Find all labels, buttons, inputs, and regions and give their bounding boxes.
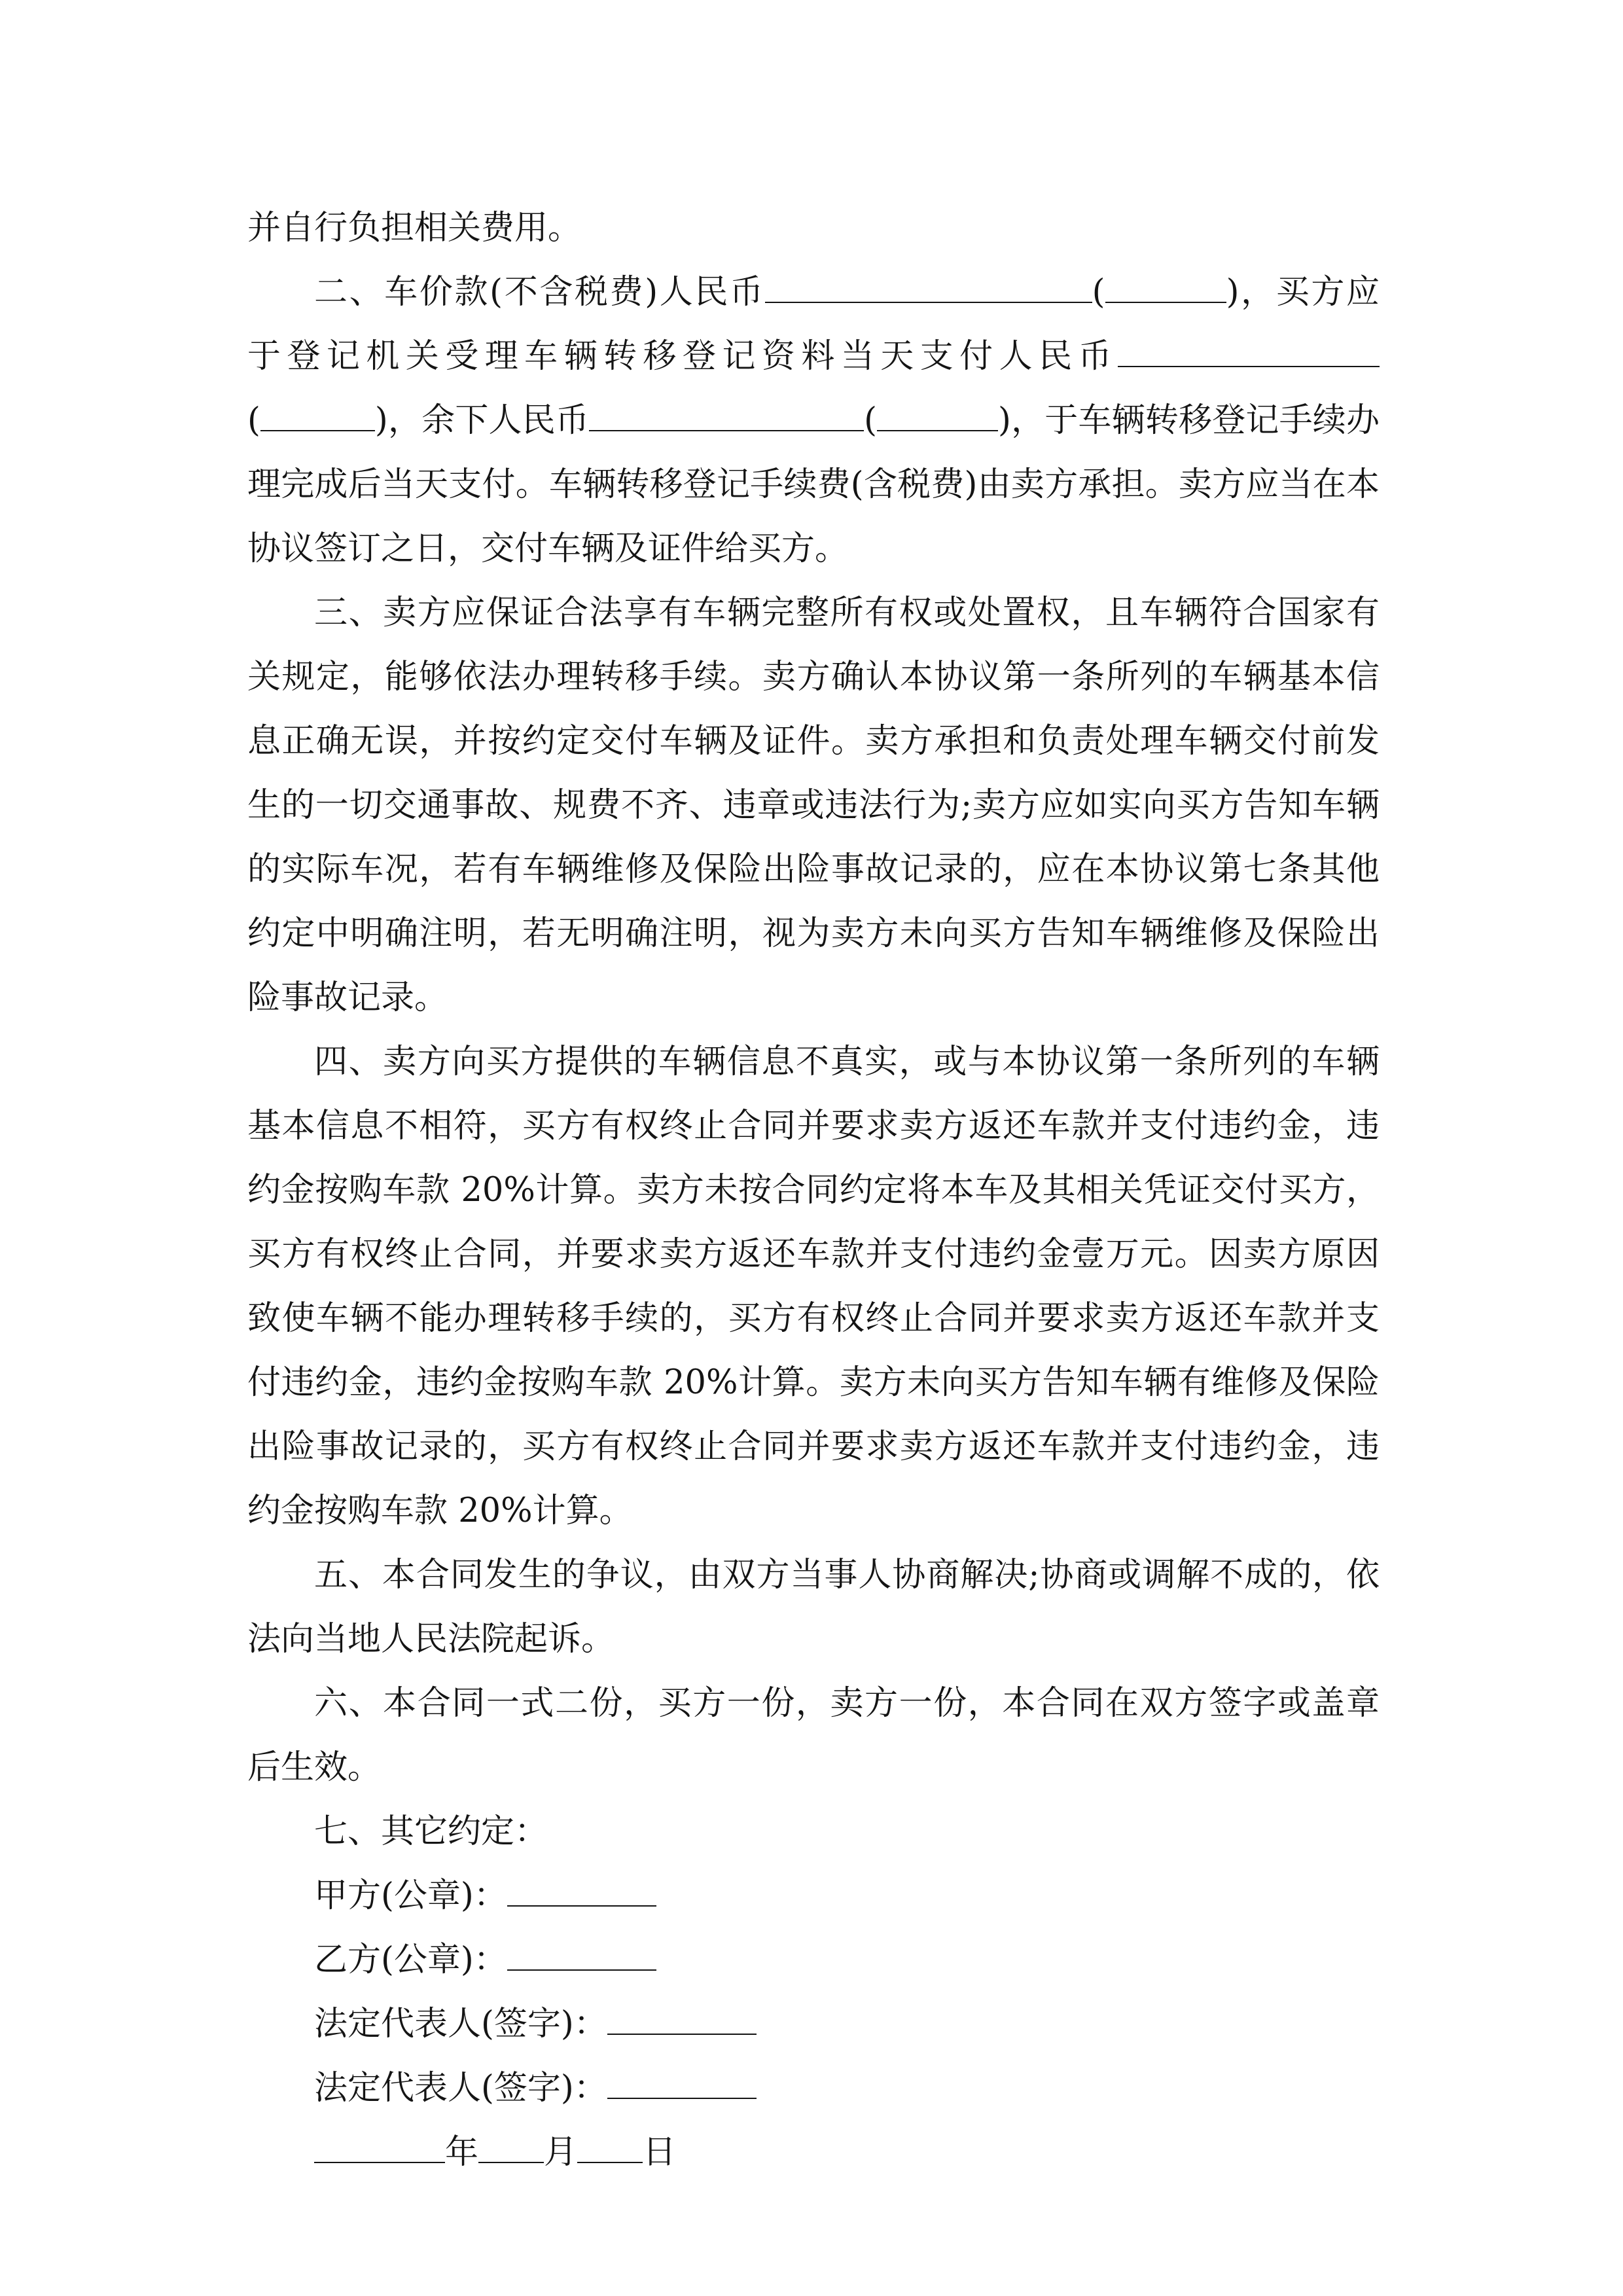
clause-5: 五、本合同发生的争议，由双方当事人协商解决;协商或调解不成的，依法向当地人民法院起诉。 (247, 1556, 1380, 1659)
party-b-seal-line: 乙方(公章)： (247, 1928, 1380, 1992)
clause-4: 四、卖方向买方提供的车辆信息不真实，或与本协议第一条所列的车辆基本信息不相符，买方有权终止合同并要求卖方返还车款并支付违约金，违约金按购车款 20%计算。卖方未按合同约定将本车及其相关凭证交付买方，买方有权终止合同，并要求卖方返还车款并支付违约金壹万元。因卖方原因致使车辆不能办理转移手续的，买方有权终止合同并要求卖方返还车款并支付违约金，违约金按购车款 20%计算。卖方未向买方告知车辆有维修及保险出险事故记录的，买方有权终止合同并要求卖方返还车款并支付违约金，违约金按购车款 20%计算。 (247, 1043, 1380, 1530)
year-field[interactable] (314, 2121, 445, 2163)
clause-1-continuation: 并自行负担相关费用。 (247, 209, 582, 247)
clause-6: 六、本合同一式二份，买方一份，卖方一份，本合同在双方签字或盖章后生效。 (247, 1684, 1380, 1787)
clause-3: 三、卖方应保证合法享有车辆完整所有权或处置权，且车辆符合国家有关规定，能够依法办理转移手续。卖方确认本协议第一条所列的车辆基本信息正确无误，并按约定交付车辆及证件。卖方承担和负责处理车辆交付前发生的一切交通事故、规费不齐、违章或违法行为;卖方应如实向买方告知车辆的实际车况，若有车辆维修及保险出险事故记录的，应在本协议第七条其他约定中明确注明，若无明确注明，视为卖方未向买方告知车辆维修及保险出险事故记录。 (247, 594, 1380, 1017)
date-line: 年 月 日 (247, 2121, 1380, 2185)
representative-1-signature-field[interactable] (607, 1993, 757, 2035)
representative-1-line: 法定代表人(签字)： (247, 1992, 1380, 2056)
representative-2-line: 法定代表人(签字)： (247, 2056, 1380, 2121)
clause-7: 七、其它约定： (314, 1812, 548, 1851)
day-field[interactable] (577, 2121, 643, 2163)
total-price-field[interactable] (765, 261, 1092, 303)
clause-2: 二、车价款(不含税费)人民币 ( )，买方应于登记机关受理车辆转移登记资料当天支付人民币( )，余下人民币 ( )，于车辆转移登记手续办理完成后当天支付。车辆转移登记手续费(含税费)由卖方承担。卖方应当在本协议签订之日，交付车辆及证件给买方。 (247, 260, 1380, 581)
party-b-seal-field[interactable] (507, 1929, 656, 1971)
first-payment-field[interactable] (1118, 325, 1380, 367)
remaining-payment-uppercase-field[interactable] (877, 389, 998, 431)
contract-body (247, 196, 1380, 2185)
remaining-payment-field[interactable] (589, 389, 864, 431)
party-a-seal-field[interactable] (507, 1865, 656, 1907)
first-payment-uppercase-field[interactable] (260, 389, 375, 431)
total-price-uppercase-field[interactable] (1105, 261, 1226, 303)
representative-2-signature-field[interactable] (607, 2057, 757, 2099)
month-field[interactable] (478, 2121, 544, 2163)
party-a-seal-line: 甲方(公章)： (247, 1864, 1380, 1928)
